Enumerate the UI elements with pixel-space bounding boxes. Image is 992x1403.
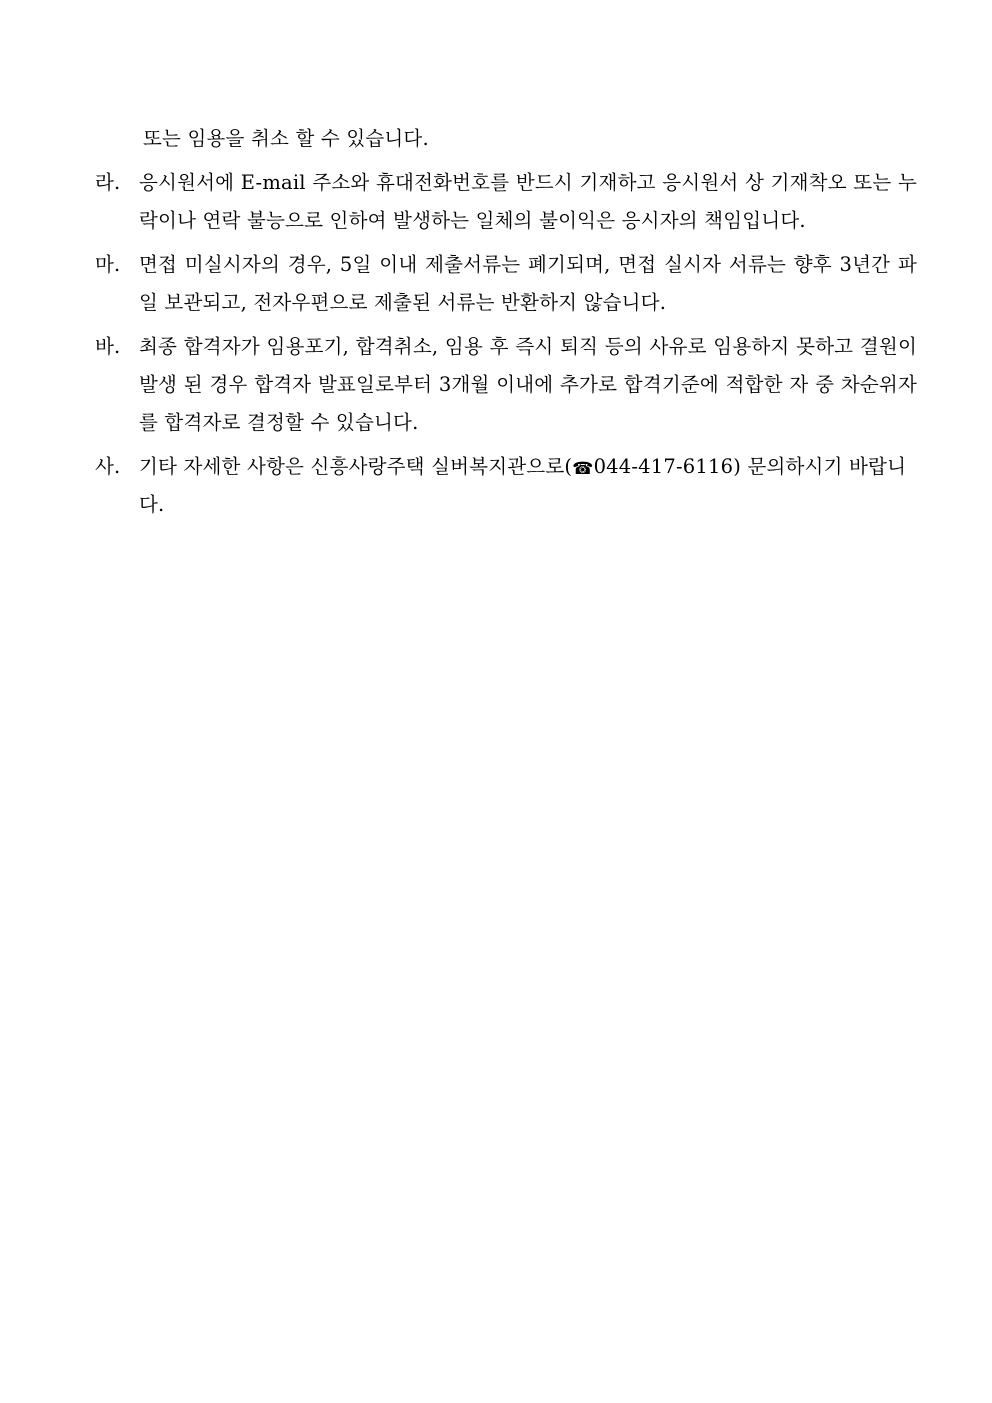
list-item-marker: 바. (95, 335, 121, 359)
list-item-text: 응시원서에 E-mail 주소와 휴대전화번호를 반드시 기재하고 응시원서 상 기재착오 또는 누락이나 연락 불능으로 인하여 발생하는 일체의 불이익은 응시자의 책임입니다. (139, 171, 917, 233)
telephone-icon: ☎ (572, 459, 594, 480)
list-item (95, 246, 917, 322)
list-item-text: 면접 미실시자의 경우, 5일 이내 제출서류는 폐기되며, 면접 실시자 서류는 향후 3년간 파일 보관되고, 전자우편으로 제출된 서류는 반환하지 않습니다. (139, 253, 917, 315)
contact-phone-number: 044-417-6116 (593, 455, 734, 479)
contact-text-before: 기타 자세한 사항은 신흥사랑주택 실버복지관으로( (139, 455, 573, 479)
contact-list-item-text (139, 448, 917, 524)
document-body (95, 120, 917, 524)
list-item (95, 328, 917, 442)
contact-list-item (95, 448, 917, 524)
list-item-marker: 라. (95, 171, 121, 195)
list-item-marker: 마. (95, 253, 121, 277)
list-item-text: 최종 합격자가 임용포기, 합격취소, 임용 후 즉시 퇴직 등의 사유로 임용하지 못하고 결원이 발생 된 경우 합격자 발표일로부터 3개월 이내에 추가로 합격기준에 적합한 자 중 차순위자를 합격자로 결정할 수 있습니다. (139, 335, 917, 435)
list-item-marker: 사. (95, 455, 121, 479)
continuation-line: 또는 임용을 취소 할 수 있습니다. (143, 127, 429, 150)
list-item (95, 164, 917, 240)
contact-text-after: ) 문의하시기 바랍니다. (139, 455, 907, 517)
